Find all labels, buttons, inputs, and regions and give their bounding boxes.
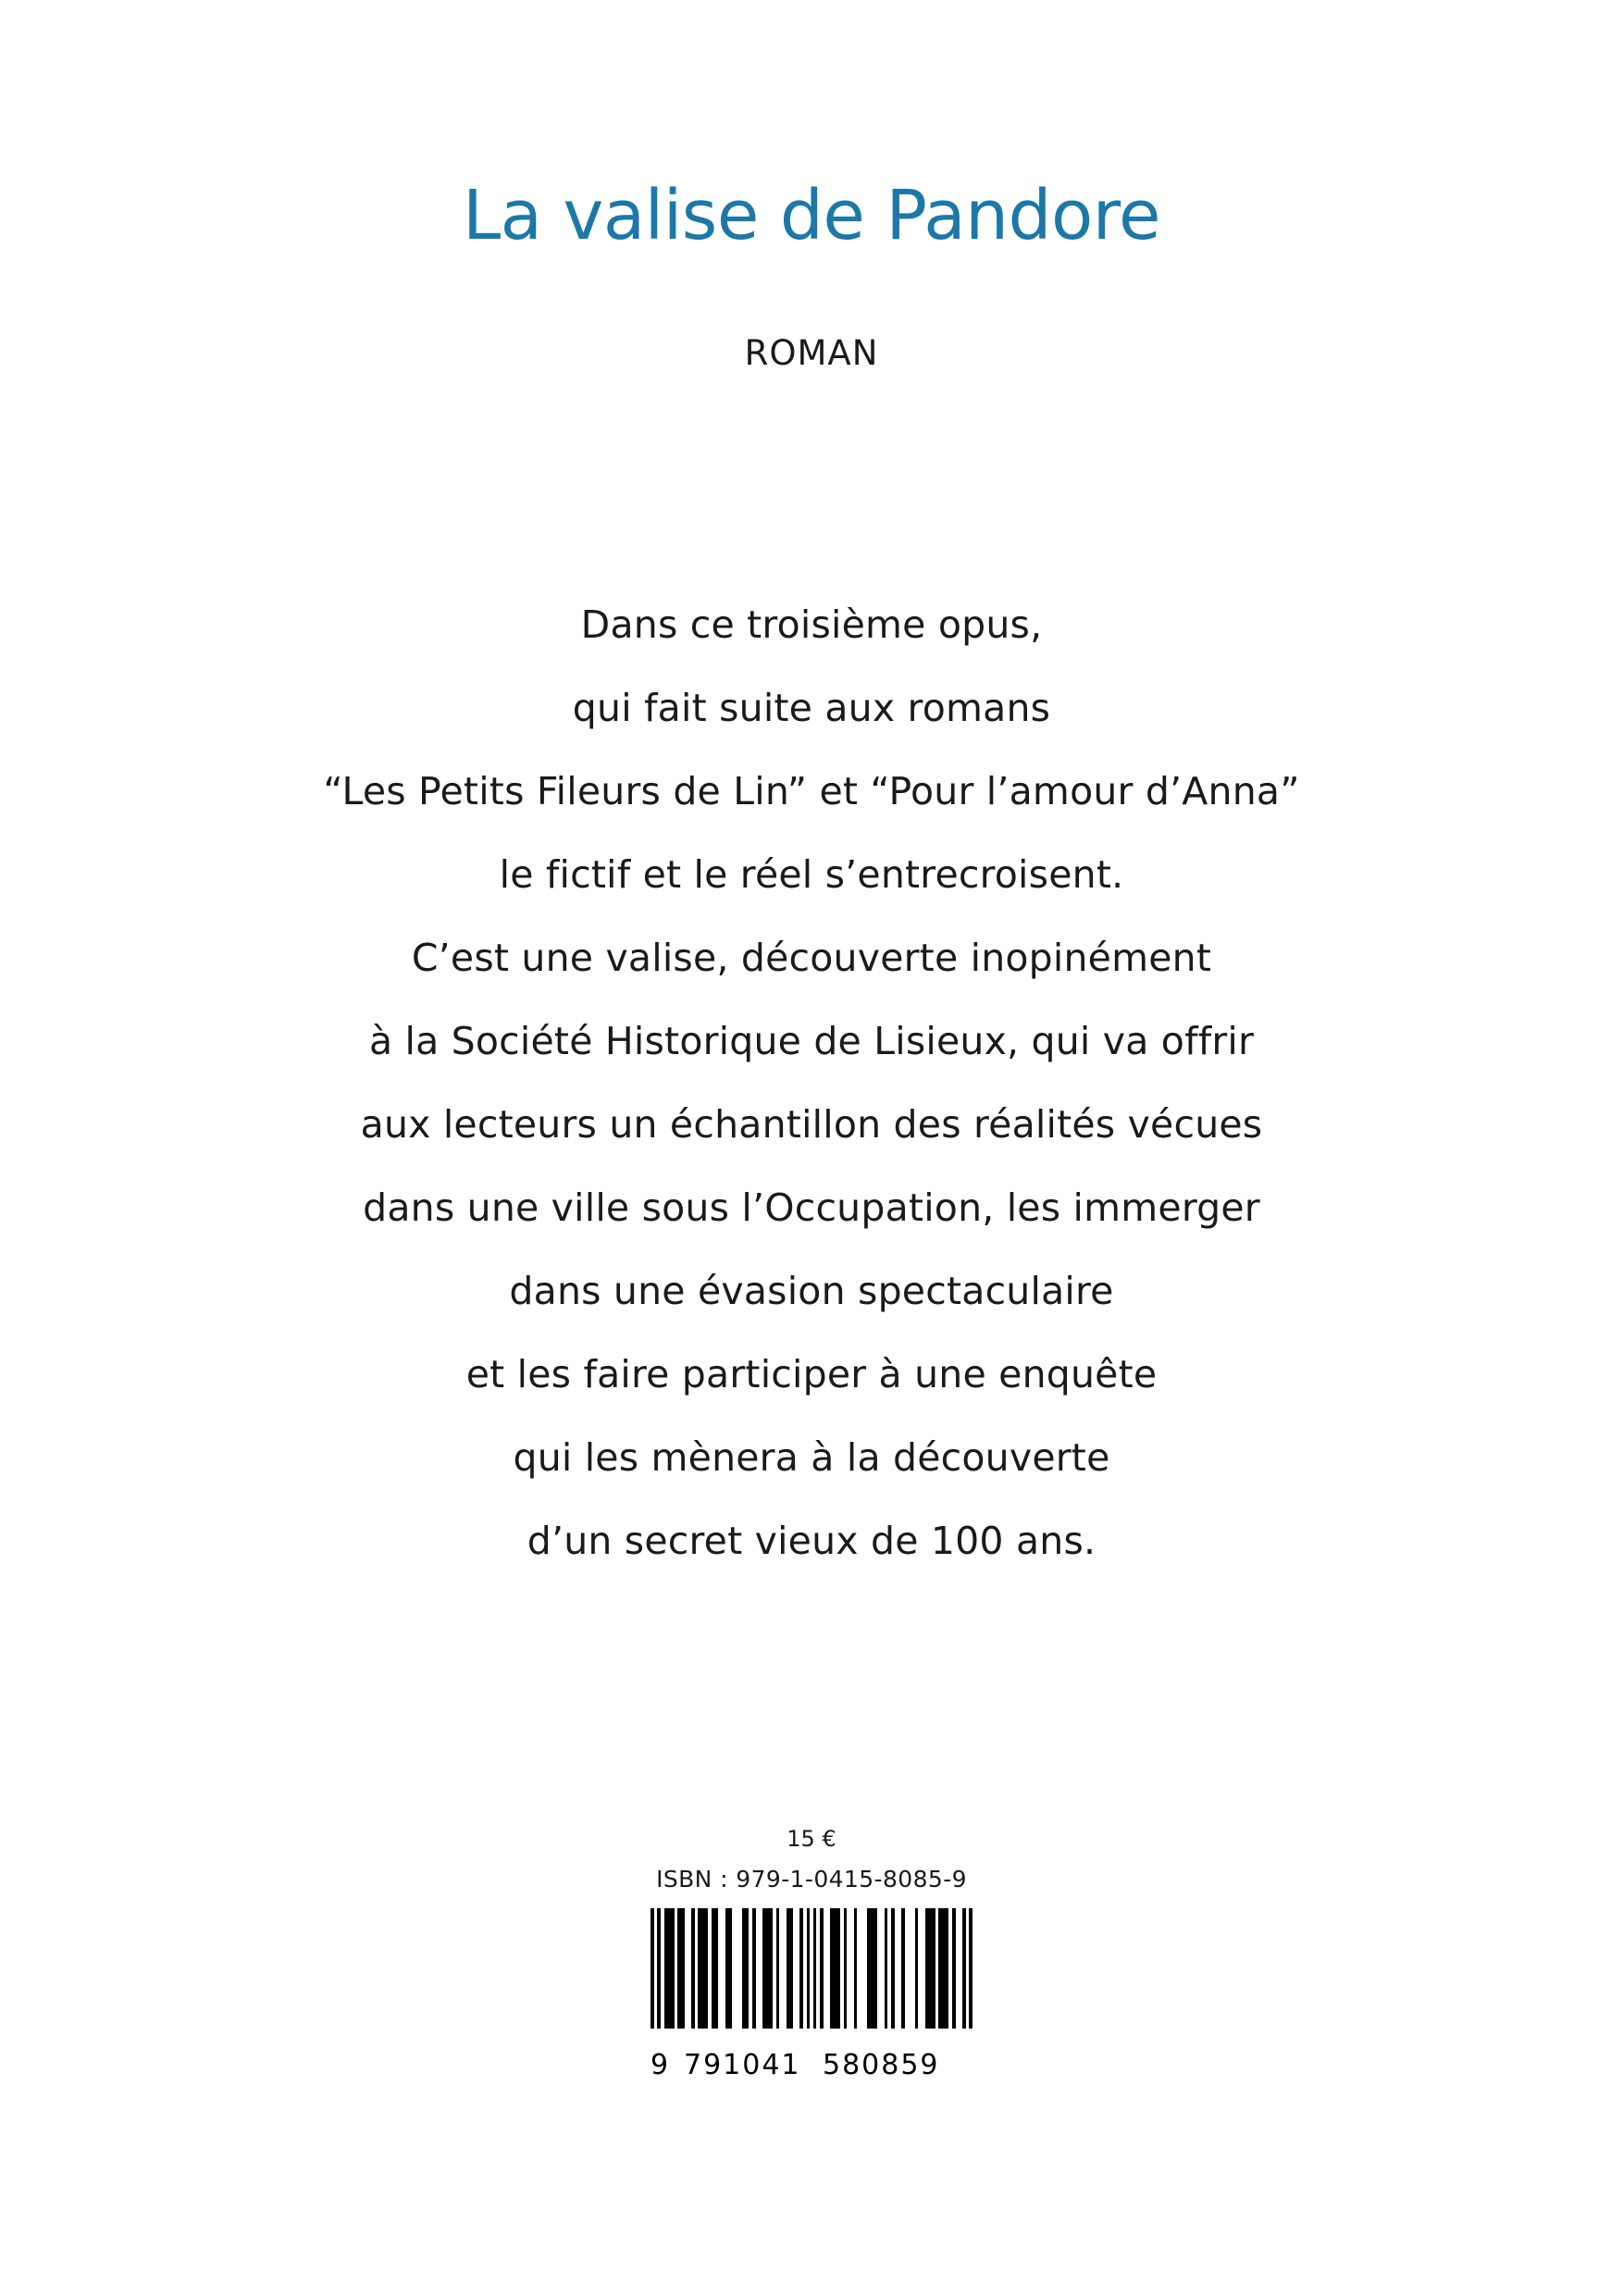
barcode-bars	[650, 1908, 973, 2029]
barcode-digits	[650, 2049, 973, 2080]
blurb-line: qui les mènera à la découverte	[513, 1435, 1110, 1480]
barcode-digits-mid: 791041	[684, 2049, 801, 2081]
blurb-line: C’est une valise, découverte inopinément	[411, 936, 1212, 980]
genre-label: ROMAN	[744, 333, 879, 373]
blurb-line: le fictif et le réel s’entrecroisent.	[499, 852, 1124, 897]
blurb-line: à la Société Historique de Lisieux, qui va offrir	[368, 1019, 1255, 1063]
blurb-line: et les faire participer à une enquête	[465, 1352, 1158, 1396]
blurb-line: qui fait suite aux romans	[572, 686, 1051, 730]
isbn-label: ISBN : 979-1-0415-8085-9	[656, 1866, 967, 1893]
blurb-line: dans une ville sous l’Occupation, les immerger	[363, 1185, 1260, 1230]
blurb-line: aux lecteurs un échantillon des réalités vécues	[360, 1102, 1263, 1147]
barcode-digits-right: 580859	[823, 2049, 940, 2081]
barcode	[650, 1908, 973, 2080]
blurb-text	[0, 583, 1623, 1582]
blurb-line: “Les Petits Fileurs de Lin” et “Pour l’amour d’Anna”	[323, 769, 1300, 813]
page-title: La valise de Pandore	[462, 176, 1161, 255]
price-label: 15 €	[787, 1826, 836, 1852]
barcode-digit-left: 9	[650, 2049, 671, 2081]
blurb-line: Dans ce troisième opus,	[580, 602, 1043, 647]
blurb-line: d’un secret vieux de 100 ans.	[527, 1519, 1096, 1563]
blurb-line: dans une évasion spectaculaire	[509, 1269, 1114, 1313]
